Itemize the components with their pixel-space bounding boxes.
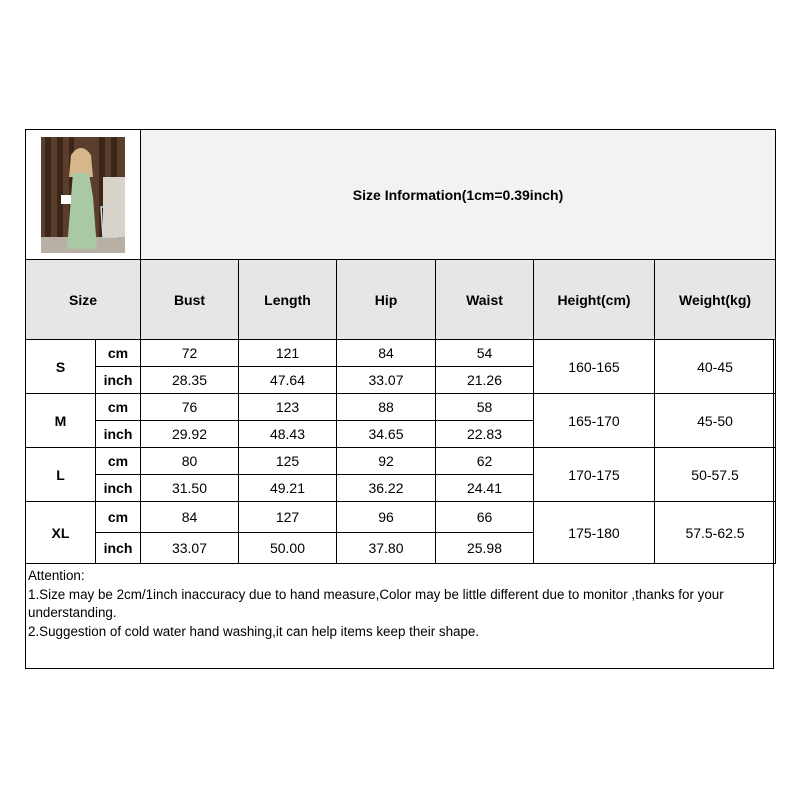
unit-inch: inch [96, 533, 141, 564]
table-row [26, 502, 776, 533]
hip-inch: 33.07 [337, 367, 436, 394]
unit-inch: inch [96, 475, 141, 502]
product-photo-cell [26, 130, 141, 260]
attention-note-2: 2.Suggestion of cold water hand washing,it can help items keep their shape. [28, 623, 480, 639]
unit-cm: cm [96, 502, 141, 533]
waist-inch: 24.41 [436, 475, 534, 502]
col-header-weight: Weight(kg) [655, 260, 776, 340]
size-name-m: M [26, 394, 96, 448]
unit-cm: cm [96, 448, 141, 475]
header-row [26, 260, 776, 340]
waist-cm: 54 [436, 340, 534, 367]
size-name-xl: XL [26, 502, 96, 564]
unit-inch: inch [96, 367, 141, 394]
table-row [26, 448, 776, 475]
size-header-label: Size [26, 260, 141, 340]
weight-range: 40-45 [655, 340, 776, 394]
col-header-height: Height(cm) [534, 260, 655, 340]
hip-cm: 88 [337, 394, 436, 421]
col-header-length: Length [239, 260, 337, 340]
bust-inch: 31.50 [141, 475, 239, 502]
bust-cm: 80 [141, 448, 239, 475]
unit-inch: inch [96, 421, 141, 448]
waist-cm: 58 [436, 394, 534, 421]
weight-range: 50-57.5 [655, 448, 776, 502]
table-row [26, 340, 776, 367]
title-row [26, 130, 776, 260]
size-name-l: L [26, 448, 96, 502]
height-range: 175-180 [534, 502, 655, 564]
attention-notes [25, 565, 774, 669]
bust-inch: 28.35 [141, 367, 239, 394]
hip-cm: 92 [337, 448, 436, 475]
length-cm: 121 [239, 340, 337, 367]
waist-cm: 66 [436, 502, 534, 533]
length-inch: 47.64 [239, 367, 337, 394]
height-range: 160-165 [534, 340, 655, 394]
weight-range: 45-50 [655, 394, 776, 448]
length-cm: 127 [239, 502, 337, 533]
length-cm: 123 [239, 394, 337, 421]
waist-inch: 21.26 [436, 367, 534, 394]
col-header-waist: Waist [436, 260, 534, 340]
table-row [26, 394, 776, 421]
waist-cm: 62 [436, 448, 534, 475]
unit-cm: cm [96, 340, 141, 367]
length-cm: 125 [239, 448, 337, 475]
size-name-s: S [26, 340, 96, 394]
bust-inch: 29.92 [141, 421, 239, 448]
attention-note-1: 1.Size may be 2cm/1inch inaccuracy due to hand measure,Color may be little different due to monitor ,thanks for your understanding. [28, 586, 724, 620]
unit-cm: cm [96, 394, 141, 421]
length-inch: 49.21 [239, 475, 337, 502]
attention-heading: Attention: [28, 568, 85, 583]
length-inch: 50.00 [239, 533, 337, 564]
bust-cm: 72 [141, 340, 239, 367]
col-header-bust: Bust [141, 260, 239, 340]
length-inch: 48.43 [239, 421, 337, 448]
size-chart-table [25, 129, 776, 564]
hip-cm: 96 [337, 502, 436, 533]
hip-inch: 34.65 [337, 421, 436, 448]
product-photo-image [41, 137, 125, 253]
hip-cm: 84 [337, 340, 436, 367]
hip-inch: 37.80 [337, 533, 436, 564]
waist-inch: 25.98 [436, 533, 534, 564]
waist-inch: 22.83 [436, 421, 534, 448]
size-info-title: Size Information(1cm=0.39inch) [141, 130, 776, 260]
bust-cm: 84 [141, 502, 239, 533]
bust-inch: 33.07 [141, 533, 239, 564]
bust-cm: 76 [141, 394, 239, 421]
height-range: 165-170 [534, 394, 655, 448]
weight-range: 57.5-62.5 [655, 502, 776, 564]
product-photo [41, 137, 125, 253]
hip-inch: 36.22 [337, 475, 436, 502]
col-header-hip: Hip [337, 260, 436, 340]
height-range: 170-175 [534, 448, 655, 502]
